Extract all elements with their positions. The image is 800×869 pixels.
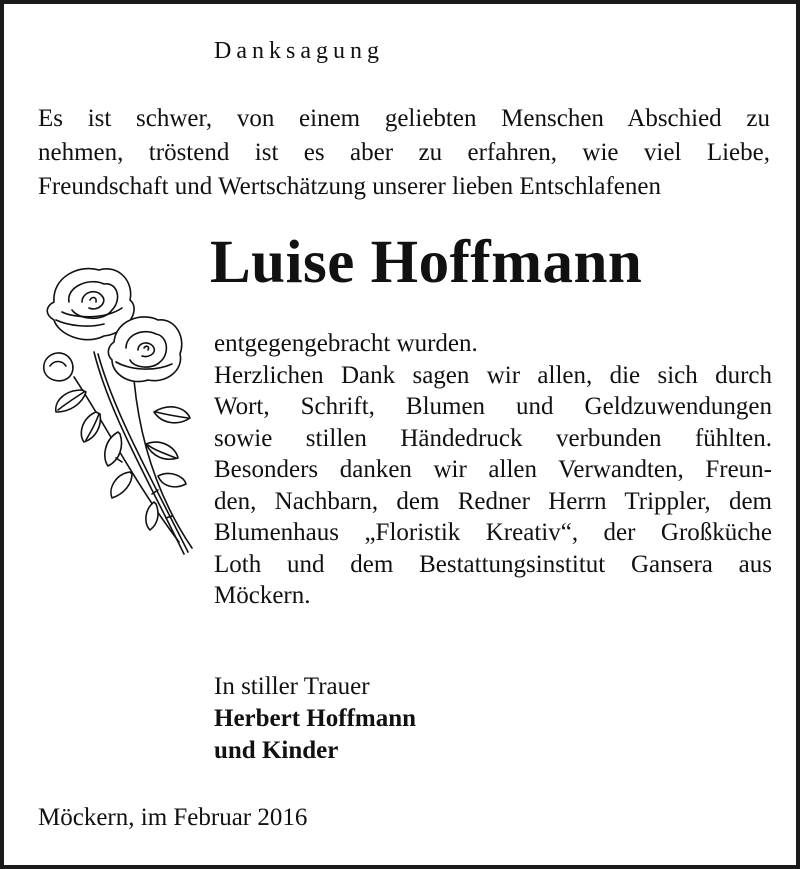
body-line: Wort, Schrift, Blumen und Geldzuwendungen — [214, 393, 772, 420]
closing-phrase: In stiller Trauer — [214, 673, 370, 700]
body-line: sowie stillen Händedruck verbunden fühlten. — [214, 424, 772, 452]
thanks-paragraph — [214, 328, 772, 612]
roses-illustration-icon — [34, 262, 204, 562]
body-line: Loth und dem Bestattungsinstitut Gansera aus — [214, 550, 772, 578]
intro-line: Es ist schwer, von einem geliebten Menschen Abschied zu — [38, 105, 770, 132]
intro-line: nehmen, tröstend ist es aber zu erfahren, wie viel Liebe, — [38, 139, 770, 166]
deceased-name: Luise Hoffmann — [210, 229, 643, 296]
place-date: Möckern, im Februar 2016 — [38, 804, 308, 831]
body-line: entgegengebracht wurden. — [214, 330, 478, 357]
body-line: Möckern. — [214, 582, 311, 609]
intro-paragraph — [38, 102, 770, 204]
body-line: Blumenhaus „Floristik Kreativ“, der Großküche — [214, 519, 772, 546]
notice-heading: Danksagung — [214, 38, 384, 64]
body-line: Herzlichen Dank sagen wir allen, die sich durch — [214, 361, 772, 389]
signatory-family: und Kinder — [214, 737, 339, 764]
signature-block — [214, 671, 416, 767]
signatory-name: Herbert Hoffmann — [214, 705, 417, 732]
body-line: Besonders danken wir allen Verwandten, Freun- — [214, 456, 772, 483]
body-line: den, Nachbarn, dem Redner Herrn Trippler, dem — [214, 487, 772, 515]
intro-line: Freundschaft und Wertschätzung unserer lieben Entschlafenen — [38, 173, 661, 200]
